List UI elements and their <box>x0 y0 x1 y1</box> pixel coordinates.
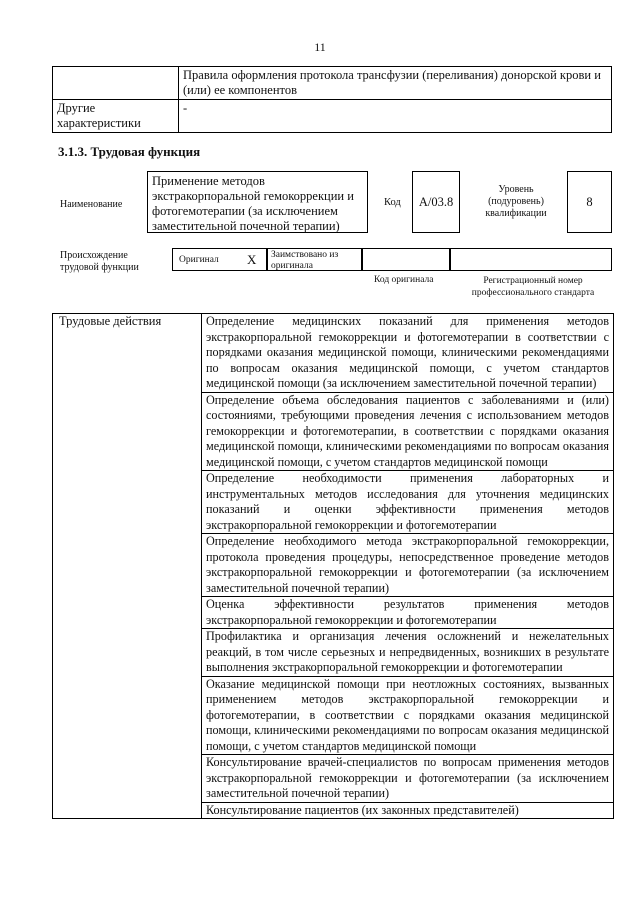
function-code: A/03.8 <box>412 171 460 233</box>
requirement-text: Правила оформления протокола трансфузии (переливания) донорской крови и (или) ее компонентов <box>179 67 612 100</box>
labor-actions-table <box>52 313 614 819</box>
other-characteristics-value: - <box>179 100 612 133</box>
labor-action-item: Определение необходимости применения лабораторных и инструментальных методов исследования для уточнения медицинских показаний и оценки эффективности применения методов экстракорпоральной гемокоррекции и фотогемотерапии <box>202 471 614 534</box>
code-original-cell <box>362 248 450 271</box>
reg-number-caption: Регистрационный номер профессионального стандарта <box>471 276 595 298</box>
labor-action-item: Оказание медицинской помощи при неотложных состояниях, вызванных применением методов экстракорпоральной гемокоррекции и фотогемотерапии, в соответствии с порядками оказания медицинской помощи, клиническими рекомендациями по вопросам оказания медицинской помощи, с учетом стандартов медицинской помощи <box>202 676 614 755</box>
labor-action-item: Консультирование пациентов (их законных представителей) <box>202 802 614 819</box>
table-row <box>53 100 612 133</box>
origin-label: Происхождение трудовой функции <box>60 250 139 273</box>
continuation-table <box>52 66 612 133</box>
original-mark: X <box>247 252 257 267</box>
labor-action-item: Оценка эффективности результатов применения методов экстракорпоральной гемокоррекции и фотогемотерапии <box>202 597 614 629</box>
qualification-level: 8 <box>567 171 612 233</box>
reg-number-cell <box>450 248 612 271</box>
qualification-level-label: Уровень (подуровень) квалификации <box>485 184 547 219</box>
code-original-caption: Код оригинала <box>374 275 434 285</box>
table-row <box>53 67 612 100</box>
borrowed-label: Заимствовано из оригинала <box>267 248 362 271</box>
labor-actions-label: Трудовые действия <box>53 314 202 819</box>
original-cell <box>172 248 267 271</box>
labor-action-item: Определение объема обследования пациентов с заболеваниями и (или) состояниями, требующими проведения лечения с использованием методов гемокоррекции и фотогемотерапии, в соответствии с порядками оказания медицинской помощи, клиническими рекомендациями по вопросам оказания медицинской помощи, с учетом стандартов медицинской помощи <box>202 392 614 471</box>
code-label: Код <box>384 197 401 208</box>
labor-action-item: Определение необходимого метода экстракорпоральной гемокоррекции, протокола проведения процедуры, непосредственное проведение методов экстракорпоральной гемокоррекции и фотогемотерапии (за исключением заместительной почечной терапии) <box>202 534 614 597</box>
function-name: Применение методов экстракорпоральной гемокоррекции и фотогемотерапии (за исключением заместительной почечной терапии) <box>147 171 368 233</box>
original-label: Оригинал <box>179 255 219 265</box>
origin-row <box>172 248 612 271</box>
page-number: 11 <box>314 40 326 54</box>
labor-action-item: Определение медицинских показаний для применения методов экстракорпоральной гемокоррекции и фотогемотерапии в соответствии с порядками оказания медицинской помощи, клиническими рекомендациями по вопросам оказания медицинской помощи, с учетом стандартов медицинской помощи (за исключением заместительной почечной терапии) <box>202 314 614 393</box>
labor-action-item: Профилактика и организация лечения осложнений и нежелательных реакций, в том числе серьезных и непредвиденных, возникших в результате выполнения экстракорпоральной гемокоррекции и фотогемотерапии <box>202 629 614 677</box>
name-label: Наименование <box>60 199 123 210</box>
section-title: 3.1.3. Трудовая функция <box>58 144 201 159</box>
table-row <box>53 314 614 393</box>
labor-action-item: Консультирование врачей-специалистов по вопросам применения методов экстракорпоральной гемокоррекции и фотогемотерапии (за исключением заместительной почечной терапии) <box>202 755 614 803</box>
other-characteristics-label: Другие характеристики <box>53 100 179 133</box>
